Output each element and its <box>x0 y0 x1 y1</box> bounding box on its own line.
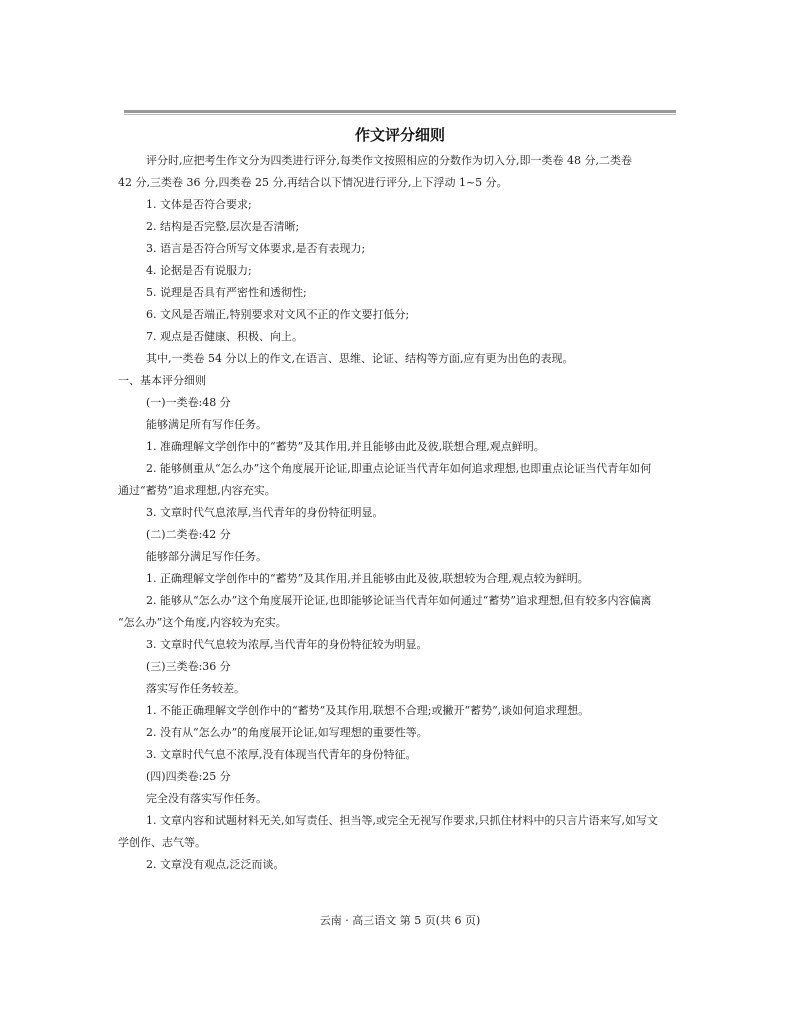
page-title: 作文评分细则 <box>354 126 445 144</box>
text-line: 评分时,应把考生作文分为四类进行评分,每类作文按照相应的分数作为切入分,即一类卷 48 分,二类卷 <box>146 154 632 167</box>
text-line: 2. 能够从“怎么办”这个角度展开论证,也即能够论证当代青年如何通过“蓄势”追求理想,但有较多内容偏离 <box>146 594 652 607</box>
text-line: 3. 文章时代气息浓厚,当代青年的身份特征明显。 <box>146 506 384 519</box>
text-line: 通过“蓄势”追求理想,内容充实。 <box>118 484 276 497</box>
text-line: 3. 文章时代气息较为浓厚,当代青年的身份特征较为明显。 <box>146 638 428 651</box>
text-line: 3. 文章时代气息不浓厚,没有体现当代青年的身份特征。 <box>146 748 417 761</box>
document-body <box>118 150 682 876</box>
text-line: 2. 文章没有观点,泛泛而谈。 <box>146 858 285 871</box>
text-line: 完全没有落实写作任务。 <box>146 792 267 805</box>
text-line: 一、基本评分细则 <box>118 374 206 387</box>
text-line: 1. 准确理解文学创作中的“蓄势”及其作用,并且能够由此及彼,联想合理,观点鲜明。 <box>146 440 545 453</box>
text-line: 3. 语言是否符合所写文体要求,是否有表现力; <box>146 242 366 255</box>
text-line: 能够满足所有写作任务。 <box>146 418 267 431</box>
text-line: 4. 论据是否有说服力; <box>146 264 252 277</box>
text-line: (四)四类卷:25 分 <box>146 770 231 783</box>
text-line: (三)三类卷:36 分 <box>146 660 231 673</box>
text-line: 落实写作任务较差。 <box>146 682 245 695</box>
text-line: (二)二类卷:42 分 <box>146 528 231 541</box>
text-line: 2. 结构是否完整,层次是否清晰; <box>146 220 300 233</box>
text-line: 学创作、志气等。 <box>118 836 206 849</box>
header-rule <box>124 110 676 115</box>
text-line: 5. 说理是否具有严密性和透彻性; <box>146 286 307 299</box>
page-footer: 云南 · 高三语文 第 5 页(共 6 页) <box>319 914 481 927</box>
text-line: 1. 正确理解文学创作中的“蓄势”及其作用,并且能够由此及彼,联想较为合理,观点较为鲜明。 <box>146 572 589 585</box>
text-line: 2. 能够侧重从“怎么办”这个角度展开论证,即重点论证当代青年如何追求理想,也即重点论证当代青年如何 <box>146 462 652 475</box>
text-line: “怎么办”这个角度,内容较为充实。 <box>118 616 287 629</box>
text-line: 能够部分满足写作任务。 <box>146 550 267 563</box>
text-line: (一)一类卷:48 分 <box>146 396 231 409</box>
text-line: 7. 观点是否健康、积极、向上。 <box>146 330 303 343</box>
text-line: 其中,一类卷 54 分以上的作文,在语言、思维、论证、结构等方面,应有更为出色的表现。 <box>146 352 574 365</box>
text-line: 1. 文章内容和试题材料无关,如写责任、担当等,或完全无视写作要求,只抓住材料中的只言片语来写,如写文 <box>146 814 658 827</box>
text-line: 2. 没有从“怎么办”的角度展开论证,如写理想的重要性等。 <box>146 726 428 739</box>
text-line: 1. 不能正确理解文学创作中的“蓄势”及其作用,联想不合理;或撇开“蓄势”,谈如何追求理想。 <box>146 704 590 717</box>
text-line: 1. 文体是否符合要求; <box>146 198 252 211</box>
text-line: 42 分,三类卷 36 分,四类卷 25 分,再结合以下情况进行评分,上下浮动 1~5 分。 <box>118 176 508 189</box>
text-line: 6. 文风是否端正,特别要求对文风不正的作文要打低分; <box>146 308 410 321</box>
